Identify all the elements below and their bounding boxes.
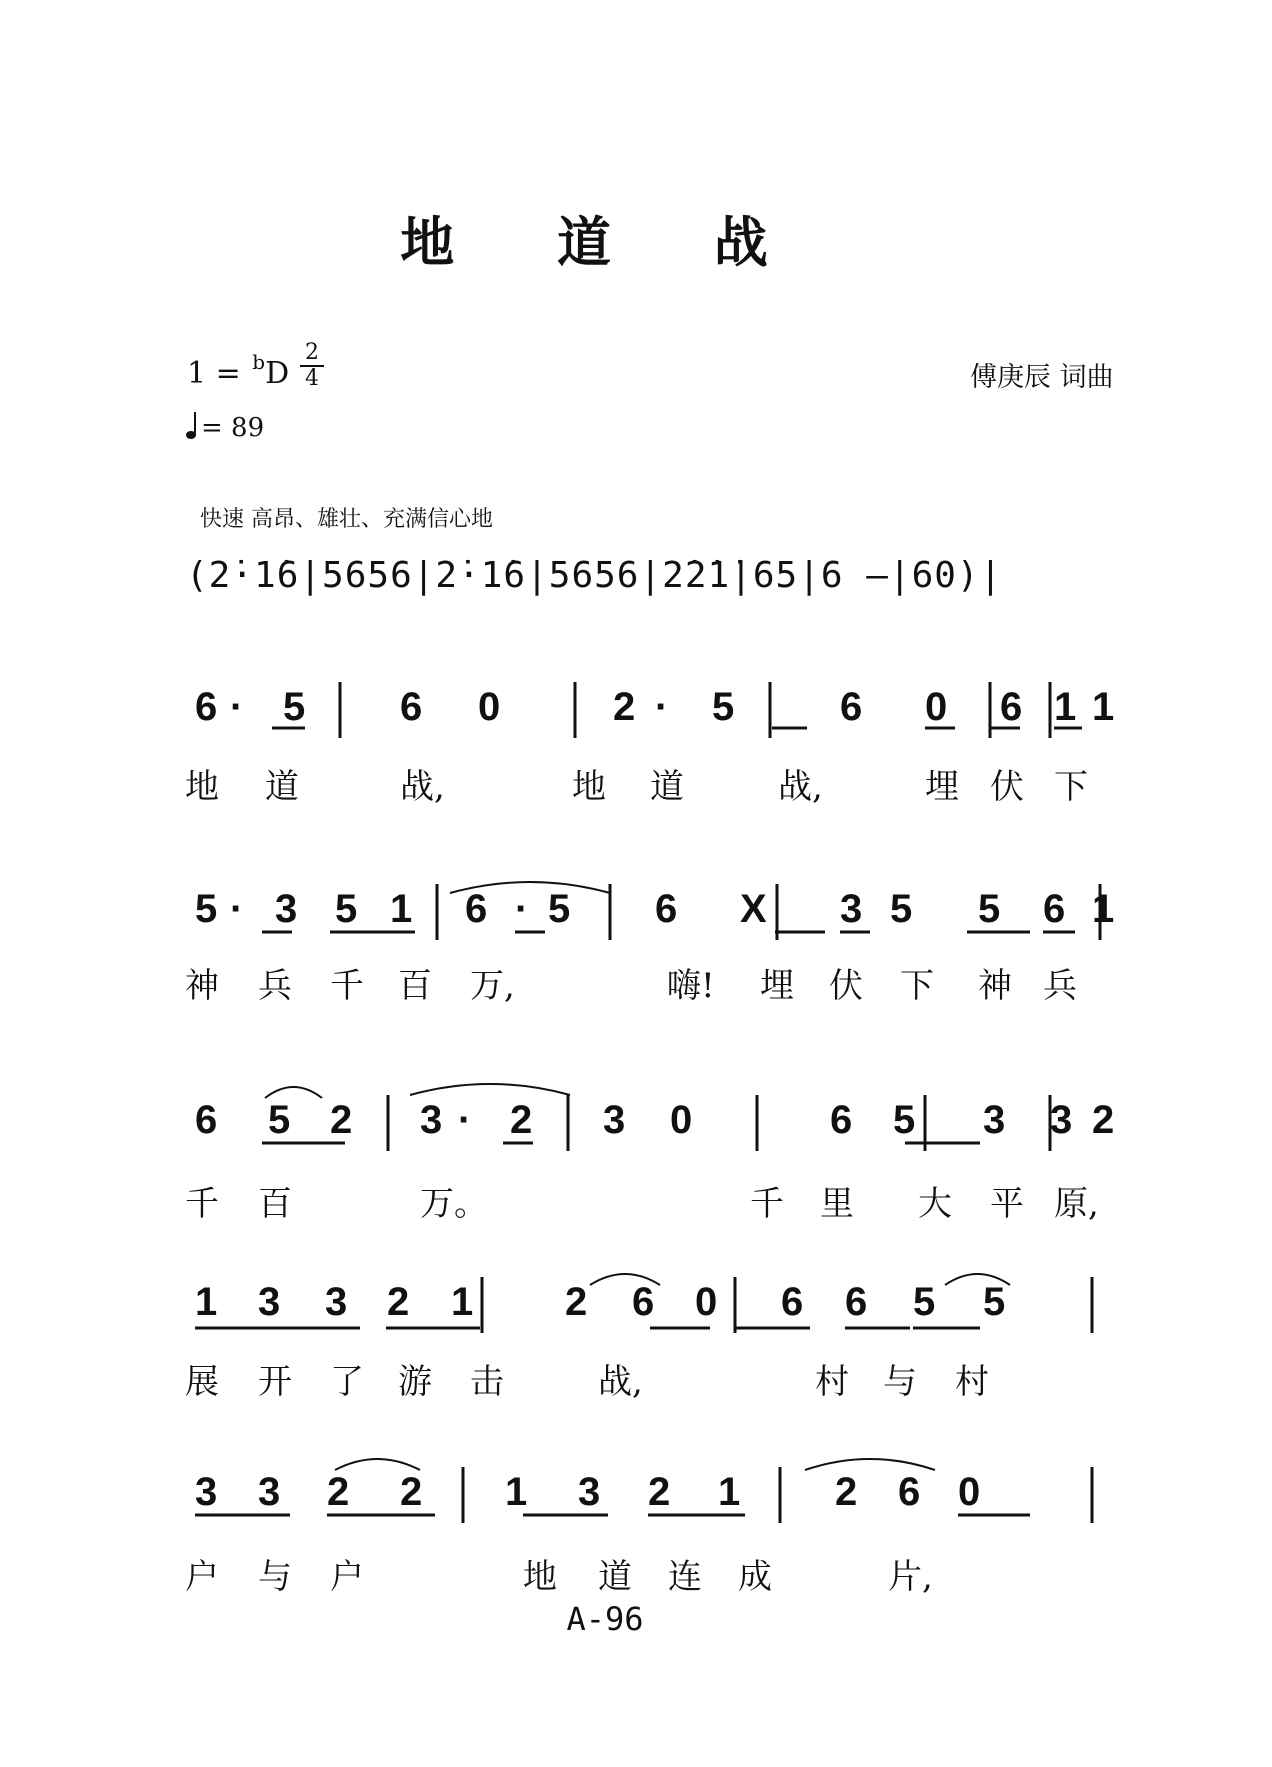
- lyric-syllable: 百: [398, 966, 432, 1006]
- lyric-syllable: 与: [883, 1362, 917, 1402]
- lyric-syllable: 下: [1054, 767, 1088, 807]
- composer-credit: 傅庚辰 词曲: [970, 362, 1114, 393]
- lyric-syllable: 展: [185, 1362, 219, 1402]
- note-number: 2: [1092, 1098, 1115, 1142]
- note-number: 3: [983, 1098, 1006, 1142]
- lyric-syllable: 与: [258, 1557, 292, 1597]
- lyric-syllable: 神: [185, 966, 219, 1006]
- lyric-syllable: 地: [523, 1557, 557, 1597]
- note-number: 1: [1092, 685, 1115, 729]
- dot-mark: ·: [515, 887, 529, 931]
- dot-mark: ·: [458, 1098, 472, 1142]
- lyric-syllable: 户: [185, 1557, 219, 1597]
- note-number: 2: [400, 1470, 423, 1514]
- lyric-syllable: 地: [185, 767, 219, 807]
- note-number: 0: [695, 1280, 718, 1324]
- page-number: A-96: [566, 1600, 644, 1638]
- note-number: 2: [565, 1280, 588, 1324]
- lyric-syllable: 战,: [778, 767, 823, 807]
- note-number: 3: [275, 887, 298, 931]
- note-number: 5: [983, 1280, 1006, 1324]
- note-number: 3: [325, 1280, 348, 1324]
- lyric-syllable: 兵: [258, 966, 292, 1006]
- note-number: 6: [195, 685, 218, 729]
- note-number: 6: [195, 1098, 218, 1142]
- note-number: 6: [845, 1280, 868, 1324]
- note-number: 1: [390, 887, 413, 931]
- song-title: 地 道 战: [400, 211, 810, 274]
- tempo-value: = 89: [201, 413, 265, 443]
- note-number: 0: [925, 685, 948, 729]
- note-number: 6: [400, 685, 423, 729]
- lyric-syllable: 村: [815, 1362, 849, 1402]
- note-number: 6: [830, 1098, 853, 1142]
- note-number: 3: [420, 1098, 443, 1142]
- note-number: 1: [195, 1280, 218, 1324]
- lyric-syllable: 千: [750, 1184, 784, 1224]
- note-number: 5: [268, 1098, 291, 1142]
- lyric-syllable: 大: [918, 1184, 952, 1224]
- lyric-syllable: 万。: [420, 1184, 488, 1224]
- slur: [265, 1087, 322, 1098]
- note-number: 2: [835, 1470, 858, 1514]
- note-number: 3: [603, 1098, 626, 1142]
- note-number: 6: [465, 887, 488, 931]
- lyric-syllable: 了: [330, 1362, 364, 1402]
- lyric-syllable: 村: [955, 1362, 989, 1402]
- note-number: 6: [1043, 887, 1066, 931]
- lyric-syllable: 成: [738, 1557, 772, 1597]
- slur: [805, 1459, 935, 1470]
- slur: [335, 1459, 420, 1470]
- lyric-syllable: 埋: [760, 966, 794, 1006]
- note-number: 5: [890, 887, 913, 931]
- note-number: 2: [387, 1280, 410, 1324]
- flat-sign: b: [252, 350, 266, 374]
- lyric-syllable: 万,: [470, 966, 515, 1006]
- dot-mark: ·: [655, 685, 669, 729]
- dot-mark: ·: [230, 887, 244, 931]
- note-number: X: [740, 887, 767, 931]
- note-number: 3: [578, 1470, 601, 1514]
- time-signature-top: 2: [305, 340, 319, 365]
- note-number: 2: [327, 1470, 350, 1514]
- note-number: 2: [510, 1098, 533, 1142]
- lyric-syllable: 连: [668, 1557, 702, 1597]
- lyric-syllable: 嗨!: [667, 966, 715, 1006]
- note-number: 3: [258, 1280, 281, 1324]
- note-number: 1: [1092, 887, 1115, 931]
- note-number: 6: [840, 685, 863, 729]
- lyric-syllable: 击: [470, 1362, 504, 1402]
- lyric-syllable: 战,: [598, 1362, 643, 1402]
- slur: [410, 1084, 570, 1095]
- note-number: 5: [978, 887, 1001, 931]
- note-number: 3: [840, 887, 863, 931]
- note-number: 0: [958, 1470, 981, 1514]
- lyric-syllable: 户: [330, 1557, 364, 1597]
- note-number: 0: [478, 685, 501, 729]
- note-number: 6: [1000, 685, 1023, 729]
- note-number: 3: [1050, 1098, 1073, 1142]
- note-number: 5: [913, 1280, 936, 1324]
- note-number: 6: [898, 1470, 921, 1514]
- note-number: 5: [335, 887, 358, 931]
- lyric-syllable: 神: [978, 966, 1012, 1006]
- lyric-syllable: 片,: [888, 1557, 933, 1597]
- note-number: 5: [195, 887, 218, 931]
- note-number: 5: [548, 887, 571, 931]
- lyric-syllable: 原,: [1054, 1184, 1099, 1224]
- note-number: 0: [670, 1098, 693, 1142]
- lyric-syllable: 下: [900, 966, 934, 1006]
- note-number: 5: [283, 685, 306, 729]
- lyric-syllable: 道: [650, 767, 684, 807]
- lyric-syllable: 地: [572, 767, 606, 807]
- note-number: 1: [1054, 685, 1077, 729]
- lyric-syllable: 里: [820, 1184, 854, 1224]
- note-number: 6: [781, 1280, 804, 1324]
- note-number: 1: [718, 1470, 741, 1514]
- time-signature-bottom: 4: [305, 366, 319, 391]
- lyric-syllable: 道: [598, 1557, 632, 1597]
- intro-line: (2̇·1̇6|5656|2̇·1̇6|5656|2̇2̇1̇|65|6 –|60)|: [186, 555, 1003, 596]
- dot-mark: ·: [230, 685, 244, 729]
- key-note: D: [265, 356, 290, 391]
- note-number: 2: [648, 1470, 671, 1514]
- note-number: 3: [195, 1470, 218, 1514]
- note-number: 5: [893, 1098, 916, 1142]
- note-number: 3: [258, 1470, 281, 1514]
- lyric-syllable: 千: [185, 1184, 219, 1224]
- lyric-syllable: 开: [258, 1362, 292, 1402]
- key-prefix: 1 =: [187, 356, 251, 391]
- lyric-syllable: 兵: [1043, 966, 1077, 1006]
- lyric-syllable: 千: [330, 966, 364, 1006]
- expression-marking: 快速 高昂、雄壮、充满信心地: [200, 507, 493, 532]
- lyric-syllable: 伏: [829, 966, 863, 1006]
- lyric-syllable: 战,: [400, 767, 445, 807]
- lyric-syllable: 埋: [925, 767, 959, 807]
- lyric-syllable: 游: [398, 1362, 432, 1402]
- note-number: 5: [712, 685, 735, 729]
- note-number: 2: [613, 685, 636, 729]
- note-number: 1: [451, 1280, 474, 1324]
- lyric-syllable: 道: [265, 767, 299, 807]
- note-number: 6: [655, 887, 678, 931]
- note-number: 1: [505, 1470, 528, 1514]
- lyric-syllable: 伏: [990, 767, 1024, 807]
- note-number: 2: [330, 1098, 353, 1142]
- note-number: 6: [632, 1280, 655, 1324]
- lyric-syllable: 百: [258, 1184, 292, 1224]
- lyric-syllable: 平: [990, 1184, 1024, 1224]
